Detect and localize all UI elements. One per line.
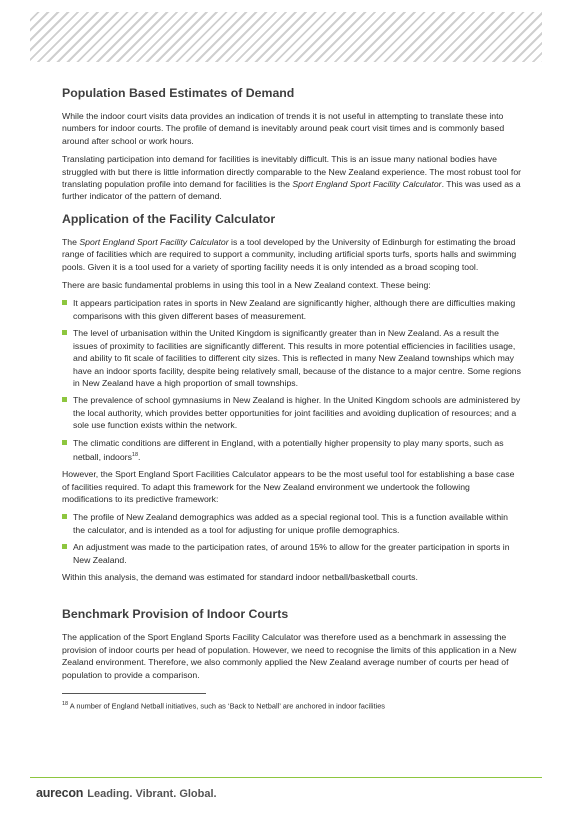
paragraph: There are basic fundamental problems in using this tool in a New Zealand context. These being: xyxy=(62,280,431,291)
modifications-list xyxy=(62,511,522,566)
bullet-square-icon xyxy=(62,544,67,549)
list-item: The profile of New Zealand demographics was added as a special regional tool. This is a function available within the calculator, and is intended as a tool for adjusting for unique profile demographics. xyxy=(62,511,522,536)
list-item: The prevalence of school gymnasiums in New Zealand is higher. In the United Kingdom schools are administered by the local authority, which provides better opportunities for joint facilities and avoiding duplication of resources; and a sole use function exists within the network. xyxy=(62,394,522,431)
section-heading-population-estimates: Population Based Estimates of Demand xyxy=(62,86,295,100)
bullet-square-icon xyxy=(62,330,67,335)
bullet-square-icon xyxy=(62,514,67,519)
bullet-square-icon xyxy=(62,300,67,305)
footer-tagline: Leading. Vibrant. Global. xyxy=(87,788,217,800)
list-item: It appears participation rates in sports in New Zealand are significantly higher, although there are difficulties making comparisons with this given different bases of measurement. xyxy=(62,297,522,322)
paragraph: The application of the Sport England Sports Facility Calculator was therefore used as a benchmark in assessing the provision of indoor courts per head of population. However, we need to recognise the limits of this application in a New Zealand environment. Therefore, we also commonly applied the New Zealand average number of courts per head of population to provide a comparison. xyxy=(62,632,517,680)
list-item: The climatic conditions are different in England, with a potentially higher propensity to play many sports, such as netball, indoors$^{18}$. xyxy=(62,437,522,464)
paragraph: Within this analysis, the demand was estimated for standard indoor netball/basketball courts. xyxy=(62,572,418,583)
paragraph: However, the Sport England Sport Facilities Calculator appears to be the most useful tool for establishing a base case of facilities required. To adapt this framework for the New Zealand environment we undertook the following modifications to its predictive framework: xyxy=(62,469,515,505)
bullet-square-icon xyxy=(62,397,67,402)
paragraph: Translating participation into demand for facilities is inevitably difficult. This is an issue many national bodies have struggled with but there is little information directly comparable to the New Zealand experience. The most robust tool for translating population profile into demand for facilities is the Sport England Sport Facility Calculator. This was used as a further indicator of the pattern of demand. xyxy=(62,154,522,202)
paragraph: The Sport England Sport Facility Calculator is a tool developed by the University of Edinburgh for estimating the broad range of facilities which are required to support a community, including artificial sports turfs, sports halls and swimming pools. Given it is a tool used for a variety of sporting facility needs it is only intended as a broad scoping tool. xyxy=(62,236,517,272)
footer-divider xyxy=(30,777,542,778)
header-hatch-pattern xyxy=(30,12,542,62)
section-heading-facility-calculator: Application of the Facility Calculator xyxy=(62,211,276,226)
section-heading-benchmark-provision: Benchmark Provision of Indoor Courts xyxy=(62,607,289,622)
aurecon-logo: aurecon xyxy=(36,786,84,800)
footnote-reference: 18 xyxy=(131,451,139,458)
paragraph: While the indoor court visits data provides an indication of trends it is not useful in attempting to translate these into numbers for indoor courts. The profile of demand is inevitably around peak court visit times and is commonly based around after school or work hours. xyxy=(62,111,505,146)
footnote: $^{18}$ A number of England Netball initiatives, such as ‘Back to Netball’ are anchored in indoor facilities xyxy=(62,701,386,711)
page-content xyxy=(62,86,522,712)
list-item: The level of urbanisation within the United Kingdom is significantly greater than in New Zealand. As a result the issues of proximity to facilities are significantly different. This results in more potential efficiencies in facilities usage, and ability to fit scale of facilities to different city sizes. This is reflected in many New Zealand townships which may have an indoor sports facility, despite being relatively small, because of the distance to a major centre. Some regions in New Zealand have a high proportion of small townships. xyxy=(62,327,522,389)
footnote-divider xyxy=(62,693,206,694)
bullet-square-icon xyxy=(62,440,67,445)
footer xyxy=(36,786,217,800)
problems-list xyxy=(62,297,522,463)
list-item: An adjustment was made to the participation rates, of around 15% to allow for the greater participation in sports in New Zealand. xyxy=(62,541,522,566)
